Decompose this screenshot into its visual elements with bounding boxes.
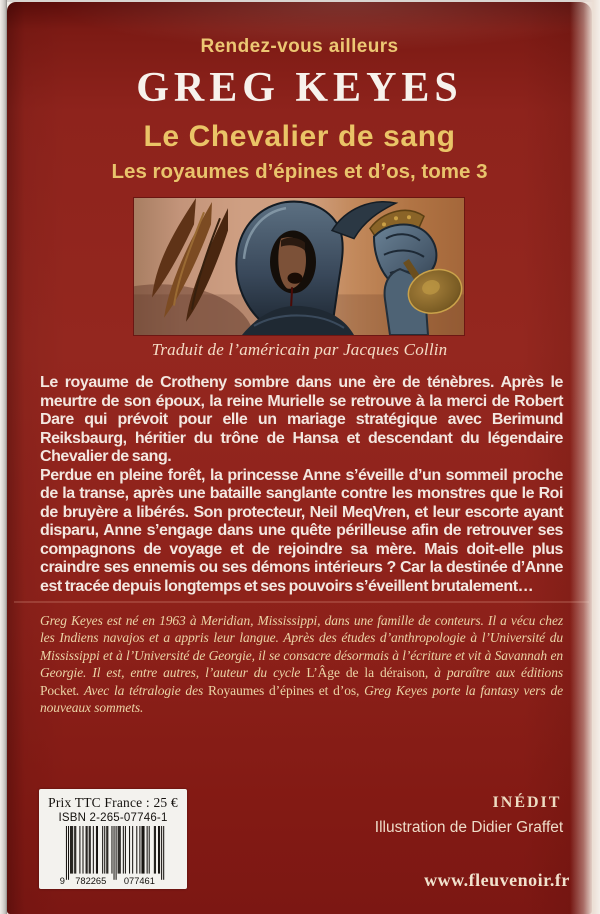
synopsis [40, 374, 563, 596]
back-cover [7, 2, 592, 914]
book-title: Le Chevalier de sang [143, 120, 456, 153]
barcode-digit-group1: 782265 [75, 875, 107, 886]
author-name: GREG KEYES [136, 65, 463, 111]
website-url: www.fleuvenoir.fr [424, 870, 570, 890]
synopsis-paragraph-2: Perdue en pleine forêt, la princesse Anne s’éveille d’un sommeil proche de la transe, après une bataille sanglante contre les monstres que le Roi de bruyère a libérés. Son protecteur, Neil MeqVren, et leur escorte ayant disparu, Anne s’engage dans une quête périlleuse afin de retrouver ses compagnons de voyage et de rejoindre sa mère. Mais doit-elle plus craindre ses ennemis ou ses démons intérieurs ? Car la destinée d’Anne est tracée depuis longtemps et ses pouvoirs s’éveillent brutalement… [40, 466, 563, 595]
text-column [40, 374, 563, 716]
translation-credit: Traduit de l’américain par Jacques Collin [151, 340, 448, 359]
barcode-digit-group2: 077461 [123, 875, 155, 886]
synopsis-paragraph-1: Le royaume de Crotheny sombre dans une ère de ténèbres. Après le meurtre de son époux, la reine Murielle se retrouve à la merci de Robert Dare qui prévoit pour elle un mariage stratégique avec Berimund Reiksbaurg, héritier du trône de Hansa et descendant du légendaire Chevalier de sang. [40, 374, 563, 465]
inedit-label: INÉDIT [492, 794, 562, 811]
scan-crease-line [14, 601, 589, 603]
price-text: Prix TTC France : 25 € [48, 795, 178, 810]
price-barcode-label [39, 789, 187, 889]
series-subtitle: Les royaumes d’épines et d’os, tome 3 [111, 160, 488, 183]
illustration-credit: Illustration de Didier Graffet [374, 819, 564, 836]
scan-edge-left [0, 0, 7, 914]
isbn-text: ISBN 2-265-07746-1 [58, 812, 168, 824]
collection-label: Rendez-vous ailleurs [200, 36, 399, 57]
author-bio: Greg Keyes est né en 1963 à Meridian, Mississippi, dans une famille de conteurs. Il a vécu chez les Indiens navajos et a appris leur langue. Après des études d’anthropologie à l’Université du Mississippi et à l’Université de Georgie, il se consacre désormais à l’écriture et vit à Savannah en Georgie. Il est, entre autres, l’auteur du cycle L’Âge de la déraison, à paraître aux éditions Pocket. Avec la tétralogie des Royaumes d’épines et d’os, Greg Keyes porte la fantasy vers de nouveaux sommets. [40, 613, 564, 716]
barcode-digit-left: 9 [59, 875, 65, 886]
ean-barcode [43, 826, 183, 886]
knight-illustration [134, 198, 464, 335]
